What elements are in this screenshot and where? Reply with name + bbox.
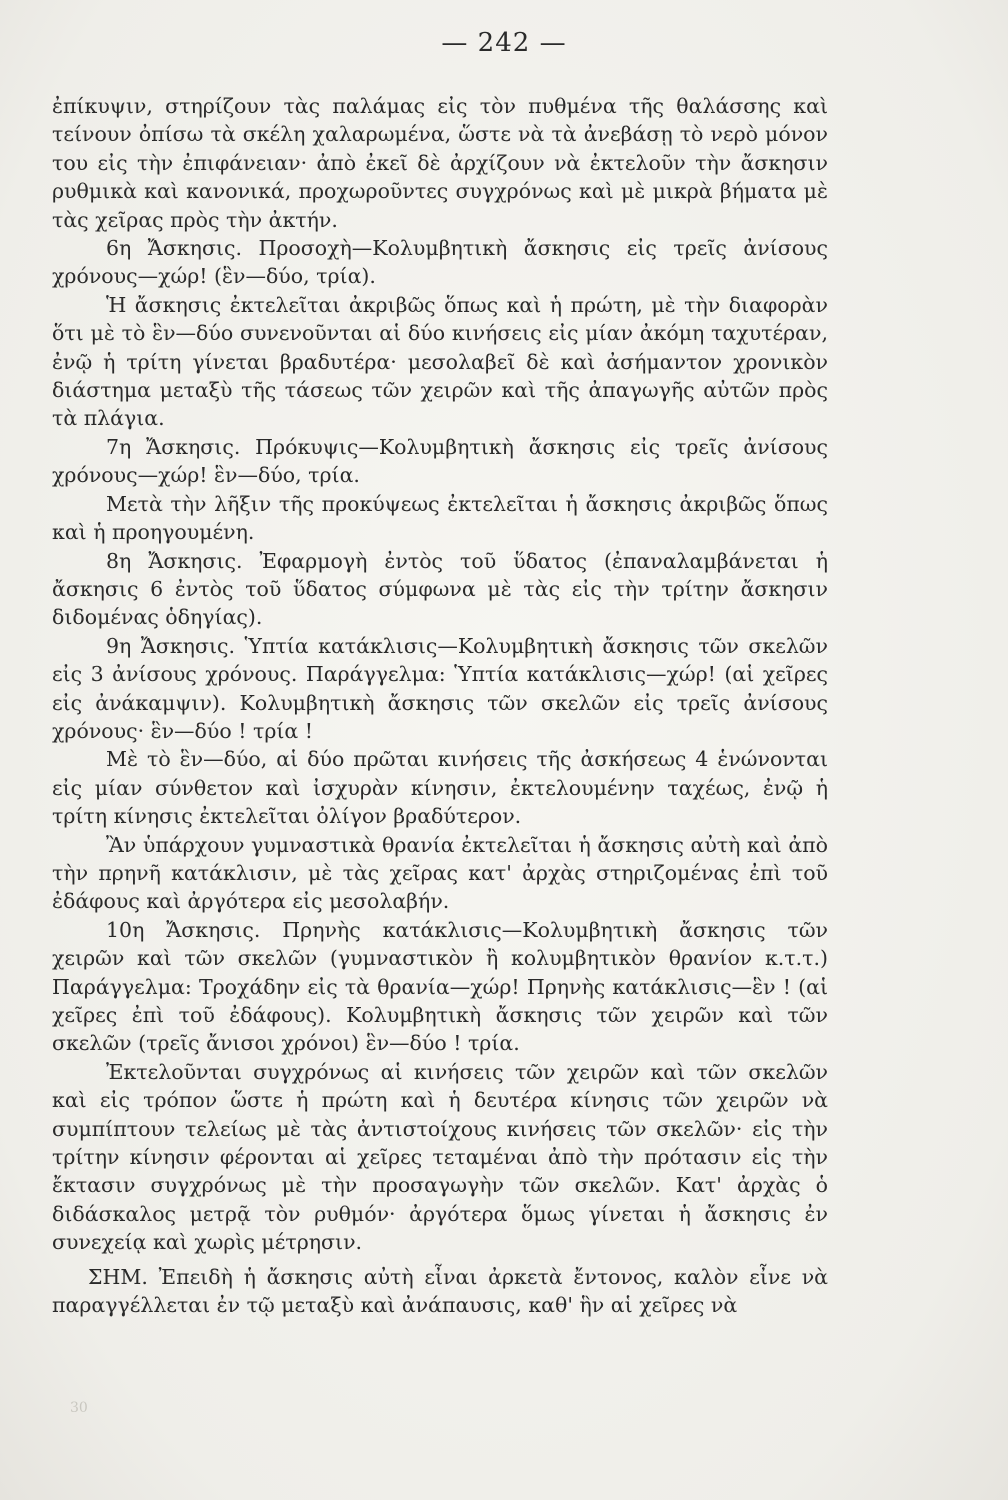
bleed-through-mark: 30 — [70, 1400, 88, 1416]
exercise-6-heading: 6η Ἄσκησις. Προσοχὴ—Κολυμβητικὴ ἄσκησις εἰς τρεῖς ἀνίσους χρόνους—χώρ! (ἓν—δύο, τρία). — [52, 236, 828, 289]
exercise-9-note: Ἂν ὑπάρχουν γυμναστικὰ θρανία ἐκτελεῖται ἡ ἄσκησις αὐτὴ καὶ ἀπὸ τὴν πρηνῆ κατάκλισιν, μὲ τὰς χεῖρας κατ' ἀρχὰς στηριζομένας ἐπὶ τοῦ ἐδάφους καὶ ἀργότερα εἰς μεσολαβήν. — [52, 832, 828, 914]
exercise-9-heading: 9η Ἄσκησις. Ὑπτία κατάκλισις—Κολυμβητικὴ ἄσκησις τῶν σκελῶν εἰς 3 ἀνίσους χρόνους. Παράγγελμα: Ὑπτία κατάκλισις—χώρ! (αἱ χεῖρες εἰς ἀνάκαμψιν). Κολυμβητικὴ ἄσκησις τῶν σκελῶν εἰς τρεῖς ἀνίσους χρόνους· ἓν—δύο ! τρία ! — [52, 633, 828, 743]
exercise-9-description: Μὲ τὸ ἓν—δύο, αἱ δύο πρῶται κινήσεις τῆς ἀσκήσεως 4 ἑνώνονται εἰς μίαν σύνθετον καὶ ἰσχυρὰν κίνησιν, ἐκτελουμένην ταχέως, ἐνῷ ἡ τρίτη κίνησις ἐκτελεῖται ὀλίγον βραδύτερον. — [52, 747, 828, 829]
exercise-7-description: Μετὰ τὴν λῆξιν τῆς προκύψεως ἐκτελεῖται ἡ ἄσκησις ἀκριβῶς ὅπως καὶ ἡ προηγουμένη. — [52, 491, 828, 545]
exercise-6-description: Ἡ ἄσκησις ἐκτελεῖται ἀκριβῶς ὅπως καὶ ἡ πρώτη, μὲ τὴν διαφορὰν ὅτι μὲ τὸ ἓν—δύο συνενοῦνται αἱ δύο κινήσεις εἰς μίαν ἀκόμη ταχυτέραν, ἐνῷ ἡ τρίτη γίνεται βραδυτέρα· μεσολαβεῖ δὲ καὶ ἀσήμαντον χρονικὸν διάστημα μεταξὺ τῆς τάσεως τῶν χειρῶν καὶ τῆς ἀπαγωγῆς αὐτῶν πρὸς τὰ πλάγια. — [52, 292, 828, 431]
exercise-10-description: Ἐκτελοῦνται συγχρόνως αἱ κινήσεις τῶν χειρῶν καὶ τῶν σκελῶν καὶ εἰς τρόπον ὥστε ἡ πρώτη καὶ ἡ δευτέρα κίνησις τῶν χειρῶν νὰ συμπίπτουν τελείως μὲ τὰς ἀντιστοίχους κινήσεις τῶν σκελῶν· εἰς τὴν τρίτην κίνησιν φέρονται αἱ χεῖρες τεταμέναι ἀπὸ τὴν πρότασιν εἰς τὴν ἔκτασιν συγχρόνως μὲ τὴν προσαγωγὴν τῶν σκελῶν. Κατ' ἀρχὰς ὁ διδάσκαλος μετρᾷ τὸν ρυθμόν· ἀργότερα ὅμως γίνεται ἡ ἄσκησις ἐν συνεχείᾳ καὶ χωρὶς μέτρησιν. — [52, 1059, 828, 1255]
exercise-8-heading: 8η Ἄσκησις. Ἐφαρμογὴ ἐντὸς τοῦ ὕδατος (ἐπαναλαμβάνεται ἡ ἄσκησις 6 ἐντὸς τοῦ ὕδατος σύμφωνα μὲ τὰς εἰς τὴν τρίτην ἄσκησιν διδομένας ὁδηγίας). — [52, 548, 828, 630]
paragraph-continuation: ἐπίκυψιν, στηρίζουν τὰς παλάμας εἰς τὸν πυθμένα τῆς θαλάσσης καὶ τείνουν ὀπίσω τὰ σκέλη χαλαρωμένα, ὥστε νὰ τὰ ἀνεβάσῃ τὸ νερὸ μόνον του εἰς τὴν ἐπιφάνειαν· ἀπὸ ἐκεῖ δὲ ἀρχίζουν νὰ ἐκτελοῦν τὴν ἄσκησιν ρυθμικὰ καὶ κανονικά, προχωροῦντες συγχρόνως καὶ μὲ μικρὰ βήματα μὲ τὰς χεῖρας πρὸς τὴν ἀκτήν. — [52, 94, 828, 232]
body-text — [52, 92, 828, 1319]
exercise-7-heading: 7η Ἄσκησις. Πρόκυψις—Κολυμβητικὴ ἄσκησις εἰς τρεῖς ἀνίσους χρόνους—χώρ! ἓν—δύο, τρία. — [52, 434, 828, 488]
page-number: — 242 — — [441, 28, 567, 58]
exercise-10-heading: 10η Ἄσκησις. Πρηνὴς κατάκλισις—Κολυμβητικὴ ἄσκησις τῶν χειρῶν καὶ τῶν σκελῶν (γυμναστικὸν ἢ κολυμβητικὸν θρανίον κ.τ.τ.) Παράγγελμα: Τροχάδην εἰς τὰ θρανία—χώρ! Πρηνὴς κατάκλισις—ἓν ! (αἱ χεῖρες ἐπὶ τοῦ ἐδάφους). Κολυμβητικὴ ἄσκησις τῶν χειρῶν καὶ τῶν σκελῶν (τρεῖς ἄνισοι χρόνοι) ἓν—δύο ! τρία. — [52, 917, 828, 1056]
remark-paragraph: ΣΗΜ. Ἐπειδὴ ἡ ἄσκησις αὐτὴ εἶναι ἀρκετὰ ἔντονος, καλὸν εἶνε νὰ παραγγέλλεται ἐν τῷ μεταξὺ καὶ ἀνάπαυσις, καθ' ἣν αἱ χεῖρες νὰ — [52, 1264, 828, 1318]
